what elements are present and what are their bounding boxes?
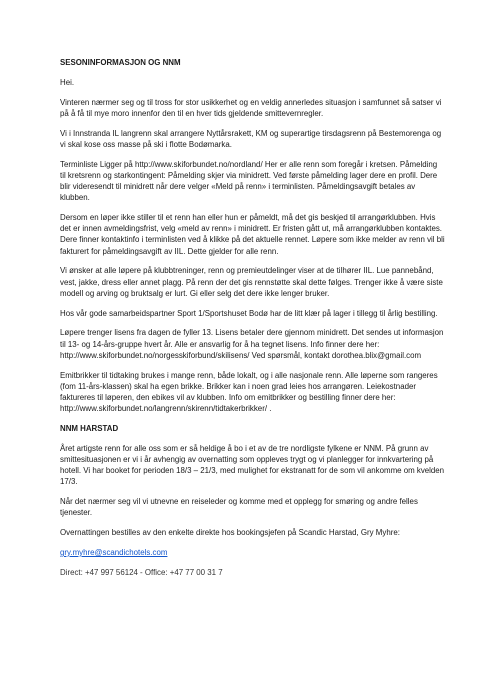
- paragraph-avmelding: Dersom en løper ikke stiller til et renn han eller hun er påmeldt, må det gis beskjed til arrangørklubben. Hvis det er innen avmeldingsfrist, velg «meld av renn» i minidrett. Er fristen gått ut, må arrangørklubben kontaktes. Dere finner kontaktinfo i terminlisten ved å klikke på det aktuelle rennet. Løpere som ikke melder av renn vil bli fakturert for påmeldingsavgift av IIL. Dette gjelder for alle renn.: [60, 213, 445, 256]
- paragraph-klubbklaer: Vi ønsker at alle løpere på klubbtreninger, renn og premieutdelinger viser at de tilhører IIL. Lue pannebånd, vest, jakke, dress eller annet plagg. På renn der det gis rennstøtte skal dette følges. Trenger ikke å være siste modell og arving og bruktsalg er lurt. Gi eller selg det dere ikke lenger bruker.: [60, 266, 443, 298]
- heading-nnm-harstad: NNM HARSTAD: [60, 424, 119, 434]
- paragraph-terminliste: Terminliste Ligger på http://www.skiforbundet.no/nordland/ Her er alle renn som foregår i kretsen. Påmelding til kretsrenn og starkontingent: Påmelding skjer via minidrett. Ved første påmelding lager dere en profil. Dere blir videresendt til minidrett når dere velger «Meld på renn» i terminlisten. Påmeldingsavgift betales av klubben.: [60, 159, 438, 203]
- email-link[interactable]: gry.myhre@scandichotels.com: [60, 548, 168, 558]
- contact-phone: Direct: +47 997 56124 - Office: +47 77 00 31 7: [60, 567, 223, 577]
- document-page: [60, 57, 445, 587]
- paragraph-samarbeidspartner: Hos vår gode samarbeidspartner Sport 1/Sportshuset Bodø har de litt klær på lager i tillegg til årlig bestilling.: [60, 308, 438, 318]
- paragraph-reiseleder: Når det nærmer seg vil vi utnevne en reiseleder og komme med et opplegg for smøring og andre felles tjenester.: [60, 497, 418, 518]
- paragraph-lisens: Løpere trenger lisens fra dagen de fyller 13. Lisens betaler dere gjennom minidrett. Det sendes ut informasjon til 13- og 14-års-gruppe hvert år. Alle er ansvarlig for å ha tegnet lisens. Info finner dere her: http://www.skiforbundet.no/norgesskiforbund/skilisens/ Ved spørsmål, kontakt dorothea.blix@gmail.com: [60, 328, 444, 360]
- paragraph-overnatting: Overnattingen bestilles av den enkelte direkte hos bookingsjefen på Scandic Harstad, Gry Myhre:: [60, 528, 400, 538]
- heading-sesonginformasjon: SESONINFORMASJON OG NNM: [60, 58, 181, 67]
- paragraph-intro: Vinteren nærmer seg og til tross for stor usikkerhet og en veldig annerledes situasjon i samfunnet så satser vi på å få til mye moro innenfor den til en hver tids gjeldende smittevernregler.: [60, 97, 442, 118]
- paragraph-nnm: Året artigste renn for alle oss som er så heldige å bo i et av de tre nordligste fylkene er NNM. På grunn av smittesituasjonen er vi i år avhengig av overnatting som oppleves trygt og vi planlegger for innkvartering på hotell. Vi har booket for perioden 18/3 – 21/3, med mulighet for ekstranatt for de som vil ankomme om kvelden 17/3.: [60, 443, 445, 487]
- paragraph-arrangement: Vi i Innstranda IL langrenn skal arrangere Nyttårsrakett, KM og superartige tirsdagsrenn på Bestemorenga og vi skal kose oss masse på ski i flotte Bodømarka.: [60, 128, 442, 149]
- paragraph-emitbrikker: Emitbrikker til tidtaking brukes i mange renn, både lokalt, og i alle nasjonale renn. Alle løperne som rangeres (fom 11-års-klassen) skal ha egen brikke. Brikker kan i noen grad leies hos arrangøren. Leiekostnader faktureres til løperen, den ebikes vil av klubben. Info om emitbrikker og bestilling finner dere her: http://www.skiforbundet.no/langrenn/skirenn/tidtakerbrikker/ .: [60, 370, 438, 414]
- greeting: Hei.: [60, 77, 75, 87]
